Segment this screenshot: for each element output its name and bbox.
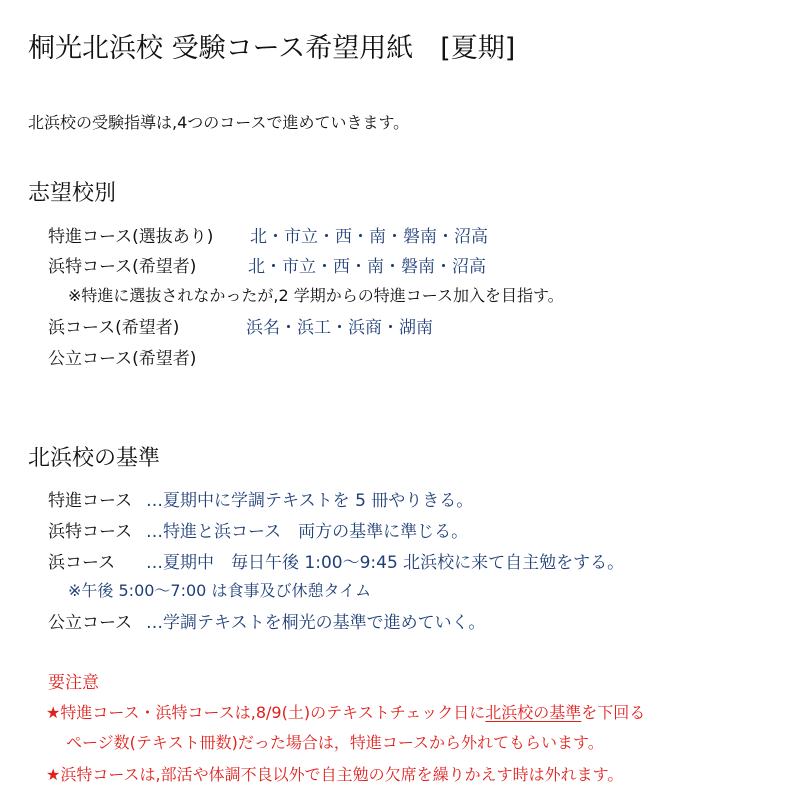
attention-line-3: ★浜特コースは,部活や体調不良以外で自主勉の欠席を繰りかえす時は外れます。 (46, 765, 624, 784)
criteria-text-public: …学調テキストを桐光の基準で進めていく。 (146, 613, 486, 633)
attention-line-2: ページ数(テキスト冊数)だった場合は，特進コースから外れてもらいます。 (66, 733, 604, 752)
course-schools-tokushin: 北・市立・西・南・磐南・沼高 (250, 227, 488, 247)
criteria-label-tokushin: 特進コース (48, 491, 133, 511)
criteria-label-public: 公立コース (48, 613, 133, 633)
course-schools-hama: 浜名・浜工・浜商・湖南 (246, 318, 433, 338)
course-label-hama: 浜コース(希望者) (48, 318, 180, 338)
criteria-text-hama: …夏期中 毎日午後 1:00〜9:45 北浜校に来て自主勉をする。 (146, 553, 625, 573)
section-heading-school-choice: 志望校別 (28, 181, 117, 206)
section-heading-criteria: 北浜校の基準 (28, 446, 161, 471)
note-break-time: ※午後 5:00〜7:00 は食事及び休憩タイム (68, 581, 372, 600)
note-hamatoku: ※特進に選抜されなかったが,2 学期からの特進コース加入を目指す。 (68, 286, 564, 305)
attention-heading: 要注意 (48, 673, 99, 693)
course-schools-hamatoku: 北・市立・西・南・磐南・沼高 (248, 257, 486, 277)
attention-line-1-pre: ★特進コース・浜特コースは,8/9(土)のテキストチェック日に (46, 703, 486, 722)
criteria-text-hamatoku: …特進と浜コース 両方の基準に準じる。 (146, 522, 469, 542)
intro-text: 北浜校の受験指導は,4つのコースで進めていきます。 (28, 113, 410, 132)
course-label-hamatoku: 浜特コース(希望者) (48, 257, 197, 277)
attention-line-1 (46, 700, 645, 723)
criteria-label-hama: 浜コース (48, 553, 116, 573)
criteria-text-tokushin: …夏期中に学調テキストを 5 冊やりきる。 (146, 491, 474, 511)
criteria-label-hamatoku: 浜特コース (48, 522, 133, 542)
course-label-tokushin: 特進コース(選抜あり) (48, 227, 214, 247)
course-label-public: 公立コース(希望者) (48, 349, 197, 369)
kitahama-criteria-ref: 北浜校の基準 (485, 703, 582, 722)
attention-line-1-post: を下回る (581, 703, 646, 722)
page-title: 桐光北浜校 受験コース希望用紙 [夏期] (28, 33, 516, 64)
